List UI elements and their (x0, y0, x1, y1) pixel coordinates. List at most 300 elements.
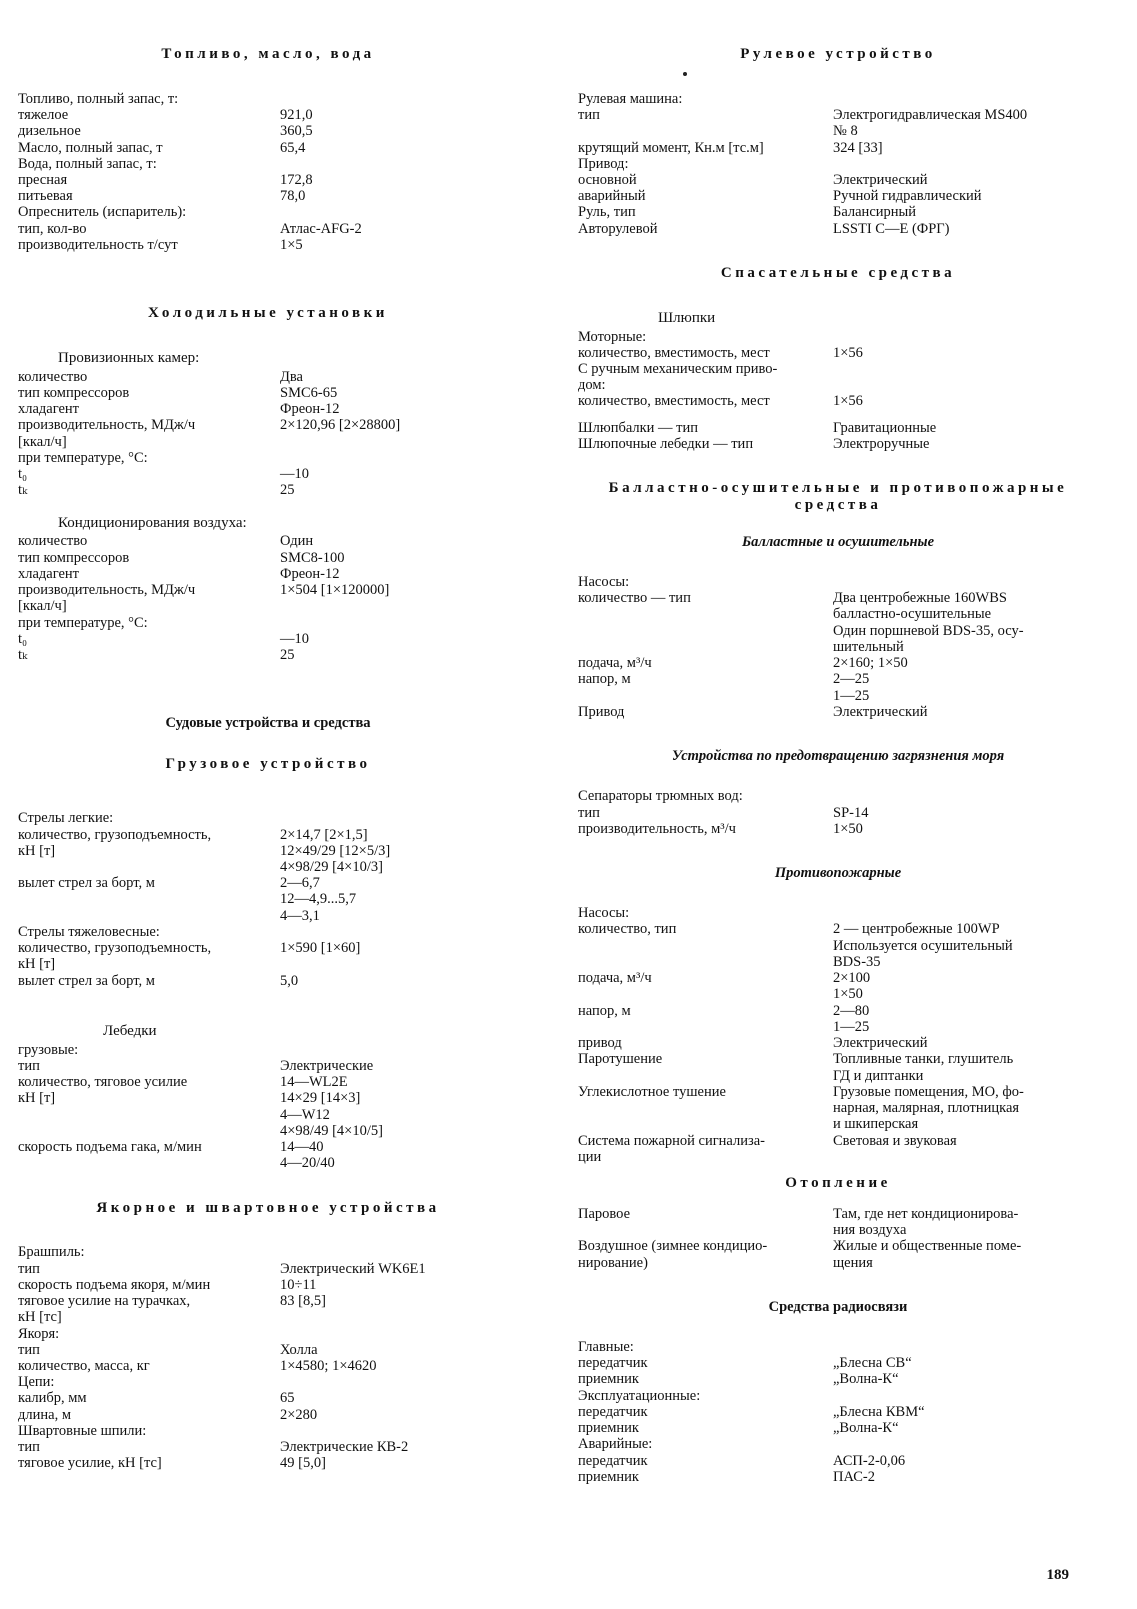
spec-label: количество (18, 533, 88, 550)
spec-row (18, 1042, 518, 1058)
spec-row (18, 221, 518, 237)
spec-value (280, 434, 518, 450)
spec-row (578, 574, 1098, 590)
spec-value: Электрогидравлическая MS400 № 8 (833, 107, 1028, 140)
spec-row (578, 1355, 1098, 1371)
spec-value: 2×160; 1×50 (833, 655, 908, 672)
spec-label: Рулевая машина: (578, 90, 683, 107)
fuel-section (18, 46, 518, 253)
spec-row (578, 821, 1098, 837)
spec-row (578, 590, 1098, 655)
spec-value: 2×100 1×50 (833, 970, 871, 1003)
ship-devices-title: Судовые устройства и средства (165, 715, 371, 732)
radio-section (578, 1299, 1098, 1485)
spec-label: тип компрессоров (18, 549, 130, 566)
spec-label: тяговое усилие на турачках, кН [тс] (18, 1293, 191, 1326)
spec-value: 2—25 1—25 (833, 671, 870, 704)
spec-row (18, 188, 518, 204)
spec-row (18, 369, 518, 385)
spec-label: тип (18, 1341, 40, 1358)
spec-value (833, 1436, 1098, 1452)
spec-row (18, 582, 518, 598)
spec-label: t₀ (18, 466, 28, 483)
spec-label: вылет стрел за борт, м (18, 972, 155, 989)
spec-value: 172,8 (280, 171, 313, 188)
spec-label: Система пожарной сигнализа- ции (578, 1132, 765, 1165)
spec-value: 921,0 (280, 107, 313, 124)
spec-value (833, 788, 1098, 804)
spec-list (18, 533, 518, 663)
spec-row (578, 361, 1098, 393)
spec-label: тип (18, 1439, 40, 1456)
spec-value (280, 1423, 518, 1439)
spec-label: хладагент (18, 565, 80, 582)
spec-label: напор, м (578, 671, 631, 688)
spec-list (18, 1042, 518, 1172)
spec-label: Воздушное (зимнее кондицио- нирование) (578, 1238, 768, 1271)
spec-row (578, 1035, 1098, 1051)
spec-row (18, 1455, 518, 1471)
spec-row (18, 875, 518, 924)
spec-row (578, 393, 1098, 409)
spec-label: при температуре, °С: (18, 614, 148, 631)
spec-label: Швартовные шпили: (18, 1422, 147, 1439)
spec-value (280, 1244, 518, 1260)
spec-label: тяжелое (18, 107, 69, 124)
spec-value: 5,0 (280, 972, 299, 989)
spec-value: 1×50 (833, 820, 863, 837)
spec-row (578, 91, 1098, 107)
spec-value: 1×4580; 1×4620 (280, 1358, 377, 1374)
spec-label: тип (578, 107, 600, 124)
spec-label: Якоря: (18, 1325, 60, 1342)
spec-value (280, 615, 518, 631)
spec-row (578, 671, 1098, 703)
air-conditioning-heading: Кондиционирования воздуха: (58, 514, 247, 531)
spec-row (18, 107, 518, 123)
spec-row (578, 1238, 1098, 1270)
spec-value: Топливные танки, глушитель ГД и диптанки (833, 1051, 1014, 1084)
spec-label: приемник (578, 1468, 639, 1485)
anchor-section (18, 1200, 518, 1472)
spec-list (18, 1244, 518, 1471)
spec-value (280, 91, 518, 107)
spec-value (833, 1339, 1098, 1355)
spec-list (578, 1339, 1098, 1485)
spec-row (18, 1244, 518, 1260)
spec-row (18, 1139, 518, 1171)
spec-label: Привод (578, 703, 625, 720)
pollution-subtitle: Устройства по предотвращению загрязнения моря (671, 748, 1005, 765)
spec-row (578, 1404, 1098, 1420)
spec-label: Углекислотное тушение (578, 1083, 726, 1100)
spec-row (18, 172, 518, 188)
spec-row (18, 466, 518, 482)
spec-row (18, 1293, 518, 1325)
spec-value: Два центробежные 160WBS балластно-осушительные Один поршневой BDS-35, осу- шительный (833, 590, 1024, 655)
spec-value: 2×120,96 [2×28800] (280, 417, 401, 434)
spec-value: 2—80 1—25 (833, 1002, 870, 1035)
spec-value (833, 361, 1098, 393)
spec-label: Насосы: (578, 573, 630, 590)
spec-label: количество, вместимость, мест (578, 344, 770, 361)
provision-chambers-heading: Провизионных камер: (58, 349, 200, 366)
winches-heading: Лебедки (103, 1022, 157, 1039)
spec-row (578, 420, 1098, 436)
fire-subtitle: Противопожарные (774, 865, 902, 882)
spec-label: количество (18, 368, 88, 385)
spec-row (578, 905, 1098, 921)
spec-value (280, 1326, 518, 1342)
spec-value: Жилые и общественные поме- щения (833, 1238, 1022, 1271)
spec-label: Моторные: (578, 328, 647, 345)
spec-label: тип компрессоров (18, 384, 130, 401)
spec-label: питьевая (18, 188, 73, 205)
spec-label: вылет стрел за борт, м (18, 875, 155, 892)
spec-row (578, 1469, 1098, 1485)
spec-label: Авторулевой (578, 220, 658, 237)
spec-row (18, 1074, 518, 1139)
spec-row (578, 1371, 1098, 1387)
steering-section (578, 46, 1098, 237)
spec-label: калибр, мм (18, 1390, 87, 1407)
spec-list (18, 369, 518, 499)
spec-value (833, 905, 1098, 921)
spec-row (578, 1420, 1098, 1436)
spec-row (578, 1453, 1098, 1469)
spec-row (578, 1003, 1098, 1035)
spec-value: 324 [33] (833, 139, 883, 156)
spec-row (578, 1133, 1098, 1165)
spec-value: Электрический (833, 171, 928, 188)
spec-row (578, 107, 1098, 139)
spec-row (18, 598, 518, 614)
spec-row (18, 1407, 518, 1423)
spec-label: Шлюпочные лебедки — тип (578, 435, 754, 452)
spec-list (578, 329, 1098, 410)
spec-value (833, 156, 1098, 172)
spec-label: Эксплуатационные: (578, 1387, 701, 1404)
ballast-fire-title: Балластно-осушительные и противопожарные средства (608, 480, 1068, 513)
spec-value: 65,4 (280, 139, 306, 156)
spec-row (578, 805, 1098, 821)
spec-value: 10÷11 (280, 1276, 317, 1293)
spec-label: Стрелы тяжеловесные: (18, 923, 160, 940)
spec-value: 83 [8,5] (280, 1293, 326, 1310)
spec-value (833, 1388, 1098, 1404)
left-column (18, 46, 518, 1472)
cargo-section (18, 756, 518, 1172)
spec-row (18, 140, 518, 156)
heating-title: Отопление (785, 1175, 891, 1191)
spec-row (578, 1084, 1098, 1133)
spec-list (578, 1206, 1098, 1271)
spec-label: передатчик (578, 1452, 648, 1469)
spec-value: Световая и звуковая (833, 1132, 957, 1149)
spec-label: тип, кол-во (18, 220, 87, 237)
spec-row (578, 156, 1098, 172)
spec-value: SMC6-65 (280, 384, 338, 401)
spec-label: аварийный (578, 188, 646, 205)
spec-row (18, 647, 518, 663)
spec-row (578, 921, 1098, 970)
spec-list (578, 574, 1098, 720)
spec-label: тип (18, 1260, 40, 1277)
spec-row (18, 123, 518, 139)
spec-row (18, 401, 518, 417)
spec-value: 25 (280, 647, 295, 664)
spec-row (578, 1051, 1098, 1083)
spec-label: привод (578, 1035, 622, 1052)
spec-value (280, 450, 518, 466)
spec-row (18, 1342, 518, 1358)
spec-row (18, 450, 518, 466)
spec-value: 2—6,7 12—4,9...5,7 4—3,1 (280, 875, 357, 924)
spec-value: Холла (280, 1341, 318, 1358)
spec-value: Один (280, 533, 314, 550)
spec-label: Сепараторы трюмных вод: (578, 788, 743, 805)
spec-label: производительность, м³/ч (578, 820, 736, 837)
spec-value: Электроручные (833, 435, 930, 452)
spec-label: Стрелы легкие: (18, 810, 114, 827)
spec-value: 2 — центробежные 100WP Используется осушительный BDS-35 (833, 921, 1013, 970)
spec-row (18, 434, 518, 450)
spec-value: 78,0 (280, 188, 306, 205)
spec-row (578, 1388, 1098, 1404)
spec-row (18, 973, 518, 989)
refrigeration-title: Холодильные установки (148, 305, 388, 322)
lifesaving-title: Спасательные средства (720, 264, 956, 281)
spec-label: tₖ (18, 482, 28, 499)
spec-row (18, 1326, 518, 1342)
spec-row (18, 810, 518, 826)
spec-row (18, 924, 518, 940)
spec-row (18, 566, 518, 582)
spec-label: подача, м³/ч (578, 655, 652, 672)
spec-label: Шлюпбалки — тип (578, 419, 699, 436)
spec-label: tₖ (18, 647, 28, 664)
spec-label: Привод: (578, 155, 629, 172)
spec-label: Масло, полный запас, т (18, 139, 163, 156)
spec-row (578, 188, 1098, 204)
spec-value (280, 810, 518, 826)
spec-row (18, 1390, 518, 1406)
spec-label: скорость подъема якоря, м/мин (18, 1276, 211, 1293)
spec-row (578, 140, 1098, 156)
spec-label: [ккал/ч] (18, 598, 67, 615)
spec-label: Главные: (578, 1338, 634, 1355)
refrigeration-section (18, 305, 518, 663)
spec-row (578, 204, 1098, 220)
page-number: 189 (1046, 1567, 1069, 1583)
spec-row (18, 615, 518, 631)
spec-value: „Блесна КВМ“ (833, 1403, 925, 1420)
spec-value: 14—WL2E 14×29 [14×3] 4—W12 4×98/49 [4×10/5] (280, 1074, 383, 1139)
anchor-title: Якорное и швартовное устройства (96, 1199, 440, 1216)
spec-row (18, 1439, 518, 1455)
spec-row (18, 91, 518, 107)
spec-value (280, 1374, 518, 1390)
spec-label: количество, тяговое усилие кН [т] (18, 1074, 188, 1107)
spec-row (18, 1374, 518, 1390)
spec-label: длина, м (18, 1406, 71, 1423)
spec-value: Электрический WK6E1 (280, 1260, 426, 1277)
spec-label: количество, масса, кг (18, 1358, 150, 1374)
spec-value: 1×5 (280, 236, 303, 253)
spec-value: „Блесна СВ“ (833, 1355, 912, 1372)
spec-label: Опреснитель (испаритель): (18, 204, 187, 221)
spec-label: производительность т/сут (18, 236, 178, 253)
spec-list (578, 905, 1098, 1165)
spec-value: 14—40 4—20/40 (280, 1139, 335, 1172)
spec-label: количество, тип (578, 921, 677, 938)
spec-row (578, 970, 1098, 1002)
spec-label: Вода, полный запас, т: (18, 155, 157, 172)
steering-title: Рулевое устройство (740, 46, 936, 62)
spec-list (578, 420, 1098, 452)
spec-label: передатчик (578, 1403, 648, 1420)
spec-value: Электрические (280, 1057, 374, 1074)
spec-value: 360,5 (280, 123, 313, 140)
spec-list (18, 810, 518, 989)
spec-row (578, 345, 1098, 361)
spec-value: —10 (280, 466, 309, 483)
spec-label: дизельное (18, 123, 81, 140)
spec-label: количество — тип (578, 590, 691, 607)
spec-value (280, 924, 518, 940)
spec-value: „Волна-К“ (833, 1371, 899, 1388)
spec-value: Электрический (833, 1035, 928, 1052)
spec-label: Аварийные: (578, 1436, 653, 1453)
spec-row (578, 436, 1098, 452)
boats-heading: Шлюпки (658, 309, 716, 326)
spec-value (280, 156, 518, 172)
spec-label: основной (578, 171, 637, 188)
spec-value: 1×56 (833, 393, 863, 410)
spec-value: Ручной гидравлический (833, 188, 982, 205)
spec-row (578, 329, 1098, 345)
spec-label: [ккал/ч] (18, 433, 67, 450)
spec-label: Паротушение (578, 1051, 663, 1068)
spec-value: SMC8-100 (280, 549, 345, 566)
spec-value (833, 574, 1098, 590)
spec-value: Фреон-12 (280, 565, 340, 582)
spec-row (18, 385, 518, 401)
spec-value: —10 (280, 630, 309, 647)
spec-label: количество, грузоподъемность, кН [т] (18, 826, 212, 859)
spec-list (578, 788, 1098, 837)
spec-label: подача, м³/ч (578, 970, 652, 987)
heating-section (578, 1175, 1098, 1271)
spec-value: 1×56 (833, 344, 863, 361)
spec-row (18, 482, 518, 498)
spec-value: 2×14,7 [2×1,5] 12×49/29 [12×5/3] 4×98/29 [4×10/3] (280, 826, 391, 876)
spec-value: 2×280 (280, 1406, 318, 1423)
spec-value: 49 [5,0] (280, 1455, 326, 1472)
spec-value (280, 1042, 518, 1058)
spec-label: Насосы: (578, 905, 630, 922)
spec-value (280, 598, 518, 614)
spec-value: „Волна-К“ (833, 1420, 899, 1437)
spec-label: тип (18, 1057, 40, 1074)
lifesaving-section (578, 265, 1098, 452)
spec-value: Там, где нет кондиционирова- ния воздуха (833, 1205, 1019, 1239)
ballast-subtitle: Балластные и осушительные (741, 533, 935, 550)
spec-value (833, 91, 1098, 107)
ballast-fire-section (578, 480, 1098, 1165)
spec-row (578, 221, 1098, 237)
spec-value: Два (280, 368, 303, 385)
spec-label: грузовые: (18, 1041, 79, 1058)
spec-value: Электрический (833, 703, 928, 720)
spec-label: тяговое усилие, кН [тс] (18, 1455, 162, 1472)
spec-label: Цепи: (18, 1374, 55, 1391)
spec-value: 65 (280, 1390, 295, 1407)
spec-row (578, 655, 1098, 671)
spec-label: напор, м (578, 1002, 631, 1019)
spec-row (18, 533, 518, 549)
spec-row (18, 827, 518, 876)
speck-dot (683, 72, 687, 76)
spec-value: 25 (280, 482, 295, 499)
spec-row (18, 156, 518, 172)
spec-label: производительность, МДж/ч (18, 582, 196, 599)
spec-label: количество, вместимость, мест (578, 393, 770, 410)
spec-value: SP-14 (833, 804, 869, 821)
spec-row (18, 1358, 518, 1374)
spec-row (18, 417, 518, 433)
spec-label: скорость подъема гака, м/мин (18, 1139, 202, 1156)
spec-label: t₀ (18, 630, 28, 647)
spec-value (833, 329, 1098, 345)
spec-row (18, 1058, 518, 1074)
spec-value: LSSTI С—Е (ФРГ) (833, 220, 950, 237)
spec-label: Брашпиль: (18, 1244, 85, 1261)
spec-label: при температуре, °С: (18, 449, 148, 466)
spec-value: Атлас-AFG-2 (280, 220, 362, 237)
spec-row (18, 1277, 518, 1293)
spec-row (18, 1423, 518, 1439)
spec-label: С ручным механическим приво- дом: (578, 360, 778, 394)
spec-label: производительность, МДж/ч (18, 417, 196, 434)
right-column (578, 46, 1098, 1485)
spec-label: количество, грузоподъемность, кН [т] (18, 940, 212, 973)
spec-value (280, 204, 518, 220)
spec-label: тип (578, 804, 600, 821)
spec-value: ПАС-2 (833, 1468, 875, 1485)
spec-row (18, 940, 518, 972)
spec-row (18, 237, 518, 253)
spec-row (18, 631, 518, 647)
spec-label: крутящий момент, Кн.м [тс.м] (578, 139, 764, 156)
spec-row (578, 704, 1098, 720)
spec-label: пресная (18, 171, 68, 188)
spec-list (578, 91, 1098, 237)
spec-value: АСП-2-0,06 (833, 1452, 906, 1469)
fuel-title: Топливо, масло, вода (161, 46, 375, 62)
spec-row (578, 172, 1098, 188)
spec-label: хладагент (18, 401, 80, 418)
spec-value: 1×504 [1×120000] (280, 582, 390, 599)
spec-value: Фреон-12 (280, 401, 340, 418)
spec-row (578, 1339, 1098, 1355)
spec-label: Руль, тип (578, 204, 636, 221)
spec-label: Паровое (578, 1205, 631, 1222)
spec-row (18, 204, 518, 220)
spec-list (18, 91, 518, 253)
cargo-title: Грузовое устройство (165, 755, 371, 772)
spec-value: Гравитационные (833, 419, 937, 436)
